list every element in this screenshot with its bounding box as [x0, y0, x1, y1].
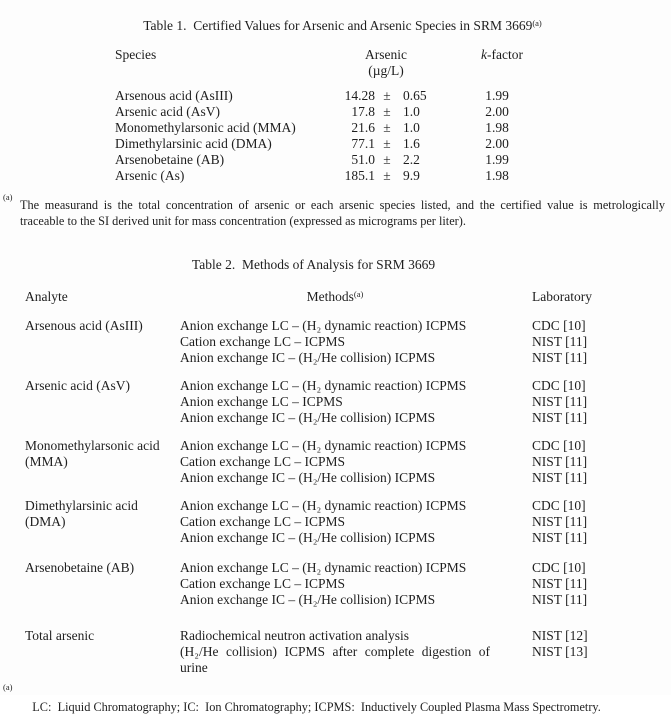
kfactor-cell: 1.98 — [485, 168, 509, 183]
table2-title-text: Table 2. Methods of Analysis for SRM 3669 — [191, 257, 436, 272]
uncertainty-cell: 2.2 — [403, 152, 420, 167]
method-row — [180, 592, 668, 608]
analyte-group — [25, 438, 668, 486]
table-row — [115, 136, 671, 152]
table2-header-methods — [180, 289, 490, 305]
analyte-group — [25, 628, 668, 676]
method-row — [180, 410, 668, 426]
plusminus-symbol: ± — [383, 136, 391, 151]
lab-cell: NIST [11] — [532, 350, 588, 365]
lab-cell: NIST [11] — [532, 514, 588, 529]
lab-cell: NIST [13] — [532, 644, 588, 659]
method-entries — [180, 498, 668, 546]
uncertainty-cell: 1.0 — [403, 104, 420, 119]
lab-cell: CDC [10] — [532, 438, 586, 453]
method-entries — [180, 628, 668, 676]
method-cell: Anion exchange IC – (H₂/He collision) ICPMS — [180, 530, 436, 545]
lab-cell: NIST [11] — [532, 334, 588, 349]
method-row — [180, 498, 668, 514]
methods-header-text: Methods — [306, 289, 354, 304]
analyte-group — [25, 378, 668, 426]
method-row — [180, 576, 668, 592]
method-cell: Anion exchange LC – ICPMS — [180, 394, 343, 409]
method-cell: Anion exchange LC – (H₂ dynamic reaction) ICPMS — [180, 378, 467, 393]
table2-footnote: (a) LC: Liquid Chromatography; IC: Ion Chromatography; ICPMS: Inductively Coupled Plasma Mass Spectrometry. — [3, 682, 601, 714]
method-entries — [180, 560, 668, 608]
lab-cell: NIST [11] — [532, 410, 588, 425]
kfactor-cell: 1.99 — [485, 152, 509, 167]
analyte-group — [25, 318, 668, 366]
species-cell: Arsenobetaine (AB) — [115, 152, 225, 167]
kfactor-k: k — [481, 47, 487, 62]
analyte-cell: Arsenic acid (AsV) — [25, 378, 130, 393]
method-row — [180, 644, 668, 676]
method-cell: Anion exchange LC – (H₂ dynamic reaction) ICPMS — [180, 438, 467, 453]
method-entries — [180, 318, 668, 366]
method-row — [180, 530, 668, 546]
lab-cell: NIST [11] — [532, 576, 588, 591]
table1-header-row — [115, 47, 671, 79]
method-cell: Anion exchange IC – (H₂/He collision) ICPMS — [180, 350, 436, 365]
uncertainty-cell: 0.65 — [403, 88, 427, 103]
value-cell: 185.1 — [344, 168, 375, 183]
lab-cell: NIST [11] — [532, 454, 588, 469]
method-row — [180, 318, 668, 334]
table2-header-row — [25, 289, 668, 305]
table1 — [115, 47, 671, 184]
table1-title-text: Table 1. Certified Values for Arsenic and Arsenic Species in SRM 3669 — [143, 18, 533, 33]
table1-header-species: Species — [115, 47, 157, 62]
method-cell: (H₂/He collision) ICPMS after complete digestion of urine — [180, 644, 490, 675]
kfactor-cell: 1.99 — [485, 88, 509, 103]
table2-footnote-text: LC: Liquid Chromatography; IC: Ion Chromatography; ICPMS: Inductively Coupled Plasma Mass Spectrometry. — [32, 700, 601, 714]
table1-title-footnote-marker: (a) — [532, 18, 542, 28]
analyte-cell: Monomethylarsonic acid (MMA) — [25, 438, 160, 469]
table-row — [115, 88, 671, 104]
table1-header-arsenic-label: Arsenic — [365, 47, 407, 62]
table2-title — [0, 257, 671, 273]
method-entries — [180, 378, 668, 426]
method-cell: Cation exchange LC – ICPMS — [180, 334, 345, 349]
lab-cell: NIST [11] — [532, 592, 588, 607]
uncertainty-cell: 1.0 — [403, 120, 420, 135]
table1-title — [0, 18, 671, 34]
method-row — [180, 470, 668, 486]
lab-cell: NIST [12] — [532, 628, 588, 643]
table-row — [115, 120, 671, 136]
table1-footnote-text: The measurand is the total concentration of arsenic or each arsenic species listed, and the certified value is metrologically traceable to the SI derived unit for mass concentration (expressed as micrograms per liter). — [20, 198, 665, 228]
analyte-group — [25, 498, 668, 546]
table1-footnote: (a) The measurand is the total concentration of arsenic or each arsenic species listed, and the certified value is metrologically traceable to the SI derived unit for mass concentration (expressed as micrograms per liter). — [3, 192, 665, 228]
uncertainty-cell: 1.6 — [403, 136, 420, 151]
method-row — [180, 628, 668, 644]
plusminus-symbol: ± — [383, 120, 391, 135]
method-cell: Anion exchange IC – (H₂/He collision) ICPMS — [180, 592, 436, 607]
analyte-cell: Dimethylarsinic acid (DMA) — [25, 498, 138, 529]
table2-header-laboratory: Laboratory — [532, 289, 592, 304]
table-row — [115, 168, 671, 184]
method-row — [180, 560, 668, 576]
method-row — [180, 394, 668, 410]
method-cell: Anion exchange IC – (H₂/He collision) ICPMS — [180, 470, 436, 485]
value-cell: 77.1 — [351, 136, 375, 151]
lab-cell: NIST [11] — [532, 470, 588, 485]
lab-cell: CDC [10] — [532, 378, 586, 393]
table-row — [115, 152, 671, 168]
lab-cell: CDC [10] — [532, 560, 586, 575]
table2-header-analyte: Analyte — [25, 289, 68, 304]
lab-cell: NIST [11] — [532, 530, 588, 545]
uncertainty-cell: 9.9 — [403, 168, 420, 183]
methods-footnote-marker: (a) — [353, 289, 364, 299]
lab-cell: CDC [10] — [532, 318, 586, 333]
table1-header-arsenic-unit: (µg/L) — [368, 63, 404, 78]
method-cell: Anion exchange LC – (H₂ dynamic reaction) ICPMS — [180, 498, 467, 513]
kfactor-cell: 2.00 — [485, 136, 509, 151]
analyte-cell: Arsenobetaine (AB) — [25, 560, 135, 575]
species-cell: Dimethylarsinic acid (DMA) — [115, 136, 272, 151]
method-cell: Cation exchange LC – ICPMS — [180, 514, 345, 529]
table2 — [25, 289, 668, 676]
analyte-cell: Arsenous acid (AsIII) — [25, 318, 143, 333]
plusminus-symbol: ± — [383, 152, 391, 167]
value-cell: 51.0 — [351, 152, 375, 167]
species-cell: Arsenic (As) — [115, 168, 185, 183]
table-row — [115, 104, 671, 120]
method-cell: Cation exchange LC – ICPMS — [180, 576, 345, 591]
table2-body — [25, 318, 668, 676]
plusminus-symbol: ± — [383, 168, 391, 183]
method-cell: Anion exchange LC – (H₂ dynamic reaction) ICPMS — [180, 318, 467, 333]
kfactor-cell: 2.00 — [485, 104, 509, 119]
table1-header-kfactor — [459, 47, 535, 63]
value-cell: 17.8 — [351, 104, 375, 119]
method-cell: Cation exchange LC – ICPMS — [180, 454, 345, 469]
analyte-group — [25, 560, 668, 608]
method-row — [180, 514, 668, 530]
lab-cell: NIST [11] — [532, 394, 588, 409]
value-cell: 21.6 — [351, 120, 375, 135]
method-entries — [180, 438, 668, 486]
method-row — [180, 454, 668, 470]
value-cell: 14.28 — [344, 88, 375, 103]
method-cell: Anion exchange IC – (H₂/He collision) ICPMS — [180, 410, 436, 425]
analyte-cell: Total arsenic — [25, 628, 95, 643]
table1-header-arsenic — [335, 47, 459, 79]
method-row — [180, 350, 668, 366]
method-row — [180, 334, 668, 350]
method-row — [180, 438, 668, 454]
kfactor-suffix: -factor — [487, 47, 523, 62]
method-cell: Radiochemical neutron activation analysis — [180, 628, 410, 643]
species-cell: Monomethylarsonic acid (MMA) — [115, 120, 296, 135]
plusminus-symbol: ± — [383, 104, 391, 119]
lab-cell: CDC [10] — [532, 498, 586, 513]
table1-body — [115, 88, 671, 184]
plusminus-symbol: ± — [383, 88, 391, 103]
species-cell: Arsenous acid (AsIII) — [115, 88, 233, 103]
method-cell: Anion exchange LC – (H₂ dynamic reaction) ICPMS — [180, 560, 467, 575]
method-row — [180, 378, 668, 394]
kfactor-cell: 1.98 — [485, 120, 509, 135]
species-cell: Arsenic acid (AsV) — [115, 104, 220, 119]
